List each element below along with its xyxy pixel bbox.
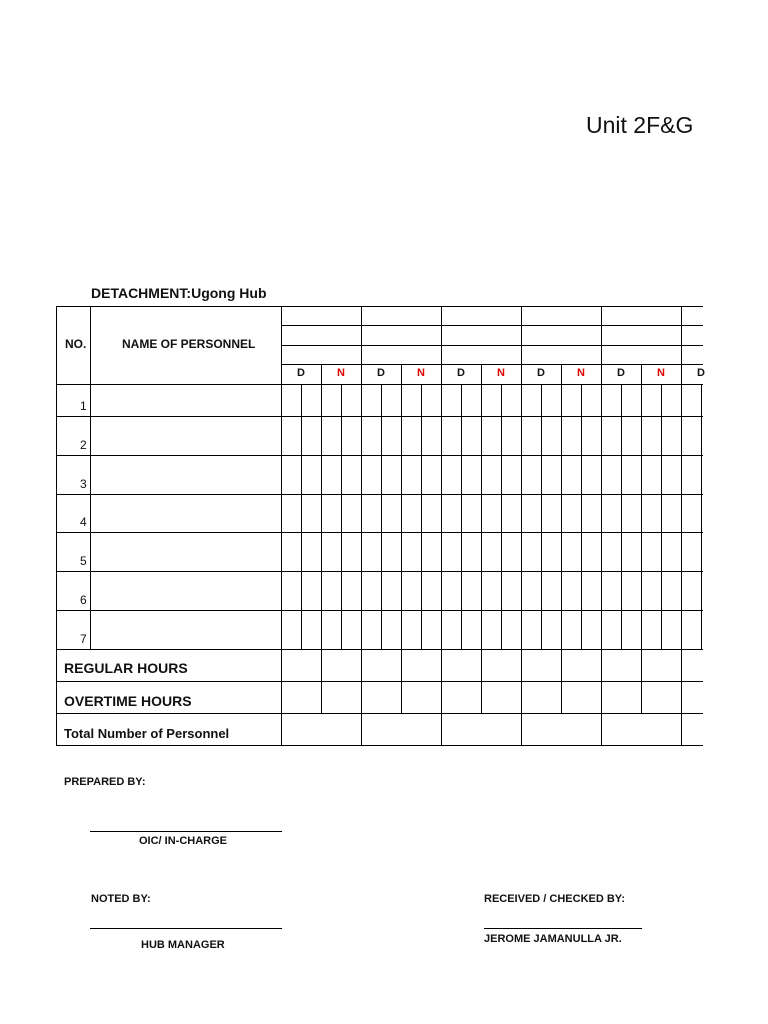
night-label-4: N xyxy=(577,367,585,379)
night-label-1: N xyxy=(337,367,345,379)
total-personnel-label: Total Number of Personnel xyxy=(64,726,230,741)
detachment-key: DETACHMENT: xyxy=(91,285,192,301)
table-top-border xyxy=(56,306,703,307)
oic-signature-line xyxy=(90,831,282,832)
day-label-6: D xyxy=(697,367,705,379)
row-number-6: 6 xyxy=(80,593,87,607)
overtime-hours-label: OVERTIME HOURS xyxy=(64,693,192,709)
regular-hours-label: REGULAR HOURS xyxy=(64,660,188,676)
slot-quarter-1-60 xyxy=(341,384,342,649)
row-number-3: 3 xyxy=(80,477,87,491)
slot-divider-2 xyxy=(441,306,442,746)
slot-mid-4 xyxy=(561,364,562,713)
row-border-5 xyxy=(56,571,703,572)
received-by-label: RECEIVED / CHECKED BY: xyxy=(484,893,625,905)
header-subline-2 xyxy=(281,345,703,346)
night-label-3: N xyxy=(497,367,505,379)
day-label-4: D xyxy=(537,367,545,379)
receiver-name: JEROME JAMANULLA JR. xyxy=(484,933,622,945)
row-border-7 xyxy=(56,649,703,650)
slot-quarter-2-60 xyxy=(421,384,422,649)
slot-divider-4 xyxy=(601,306,602,746)
name-data-divider xyxy=(281,306,282,746)
header-subline-3 xyxy=(281,364,703,365)
slot-quarter-3-20 xyxy=(461,384,462,649)
row-number-2: 2 xyxy=(80,438,87,452)
slot-divider-5 xyxy=(681,306,682,746)
row-number-1: 1 xyxy=(80,399,87,413)
day-label-1: D xyxy=(297,367,305,379)
slot-mid-3 xyxy=(481,364,482,713)
detachment-label xyxy=(91,285,267,301)
slot-divider-1 xyxy=(361,306,362,746)
slot-mid-2 xyxy=(401,364,402,713)
slot-quarter-4-60 xyxy=(581,384,582,649)
row-number-5: 5 xyxy=(80,554,87,568)
day-label-3: D xyxy=(457,367,465,379)
summary-border-3 xyxy=(56,745,703,746)
prepared-by-label: PREPARED BY: xyxy=(64,776,146,788)
oic-label: OIC/ IN-CHARGE xyxy=(139,835,227,847)
col-header-no: NO. xyxy=(65,337,87,351)
slot-divider-3 xyxy=(521,306,522,746)
slot-quarter-2-20 xyxy=(381,384,382,649)
row-border-4 xyxy=(56,532,703,533)
row-border-6 xyxy=(56,610,703,611)
table-left-border xyxy=(56,306,57,746)
slot-mid-1 xyxy=(321,364,322,713)
no-name-divider xyxy=(90,306,91,649)
col-header-name: NAME OF PERSONNEL xyxy=(122,337,256,351)
day-label-5: D xyxy=(617,367,625,379)
slot-quarter-6-20 xyxy=(701,384,702,649)
receiver-signature-line xyxy=(484,928,642,929)
slot-quarter-3-60 xyxy=(501,384,502,649)
night-label-2: N xyxy=(417,367,425,379)
detachment-value: Ugong Hub xyxy=(191,285,267,301)
slot-quarter-5-20 xyxy=(621,384,622,649)
row-number-7: 7 xyxy=(80,632,87,646)
hub-manager-label: HUB MANAGER xyxy=(141,939,225,951)
slot-quarter-4-20 xyxy=(541,384,542,649)
row-border-1 xyxy=(56,416,703,417)
slot-quarter-5-60 xyxy=(661,384,662,649)
row-border-2 xyxy=(56,455,703,456)
summary-border-2 xyxy=(56,713,703,714)
row-border-3 xyxy=(56,494,703,495)
day-label-2: D xyxy=(377,367,385,379)
slot-quarter-1-20 xyxy=(301,384,302,649)
slot-mid-5 xyxy=(641,364,642,713)
night-label-5: N xyxy=(657,367,665,379)
summary-border-1 xyxy=(56,681,703,682)
row-number-4: 4 xyxy=(80,515,87,529)
hub-manager-signature-line xyxy=(90,928,282,929)
unit-title: Unit 2F&G xyxy=(586,112,694,138)
table-header-bottom xyxy=(56,384,703,385)
header-subline-1 xyxy=(281,325,703,326)
noted-by-label: NOTED BY: xyxy=(91,893,151,905)
